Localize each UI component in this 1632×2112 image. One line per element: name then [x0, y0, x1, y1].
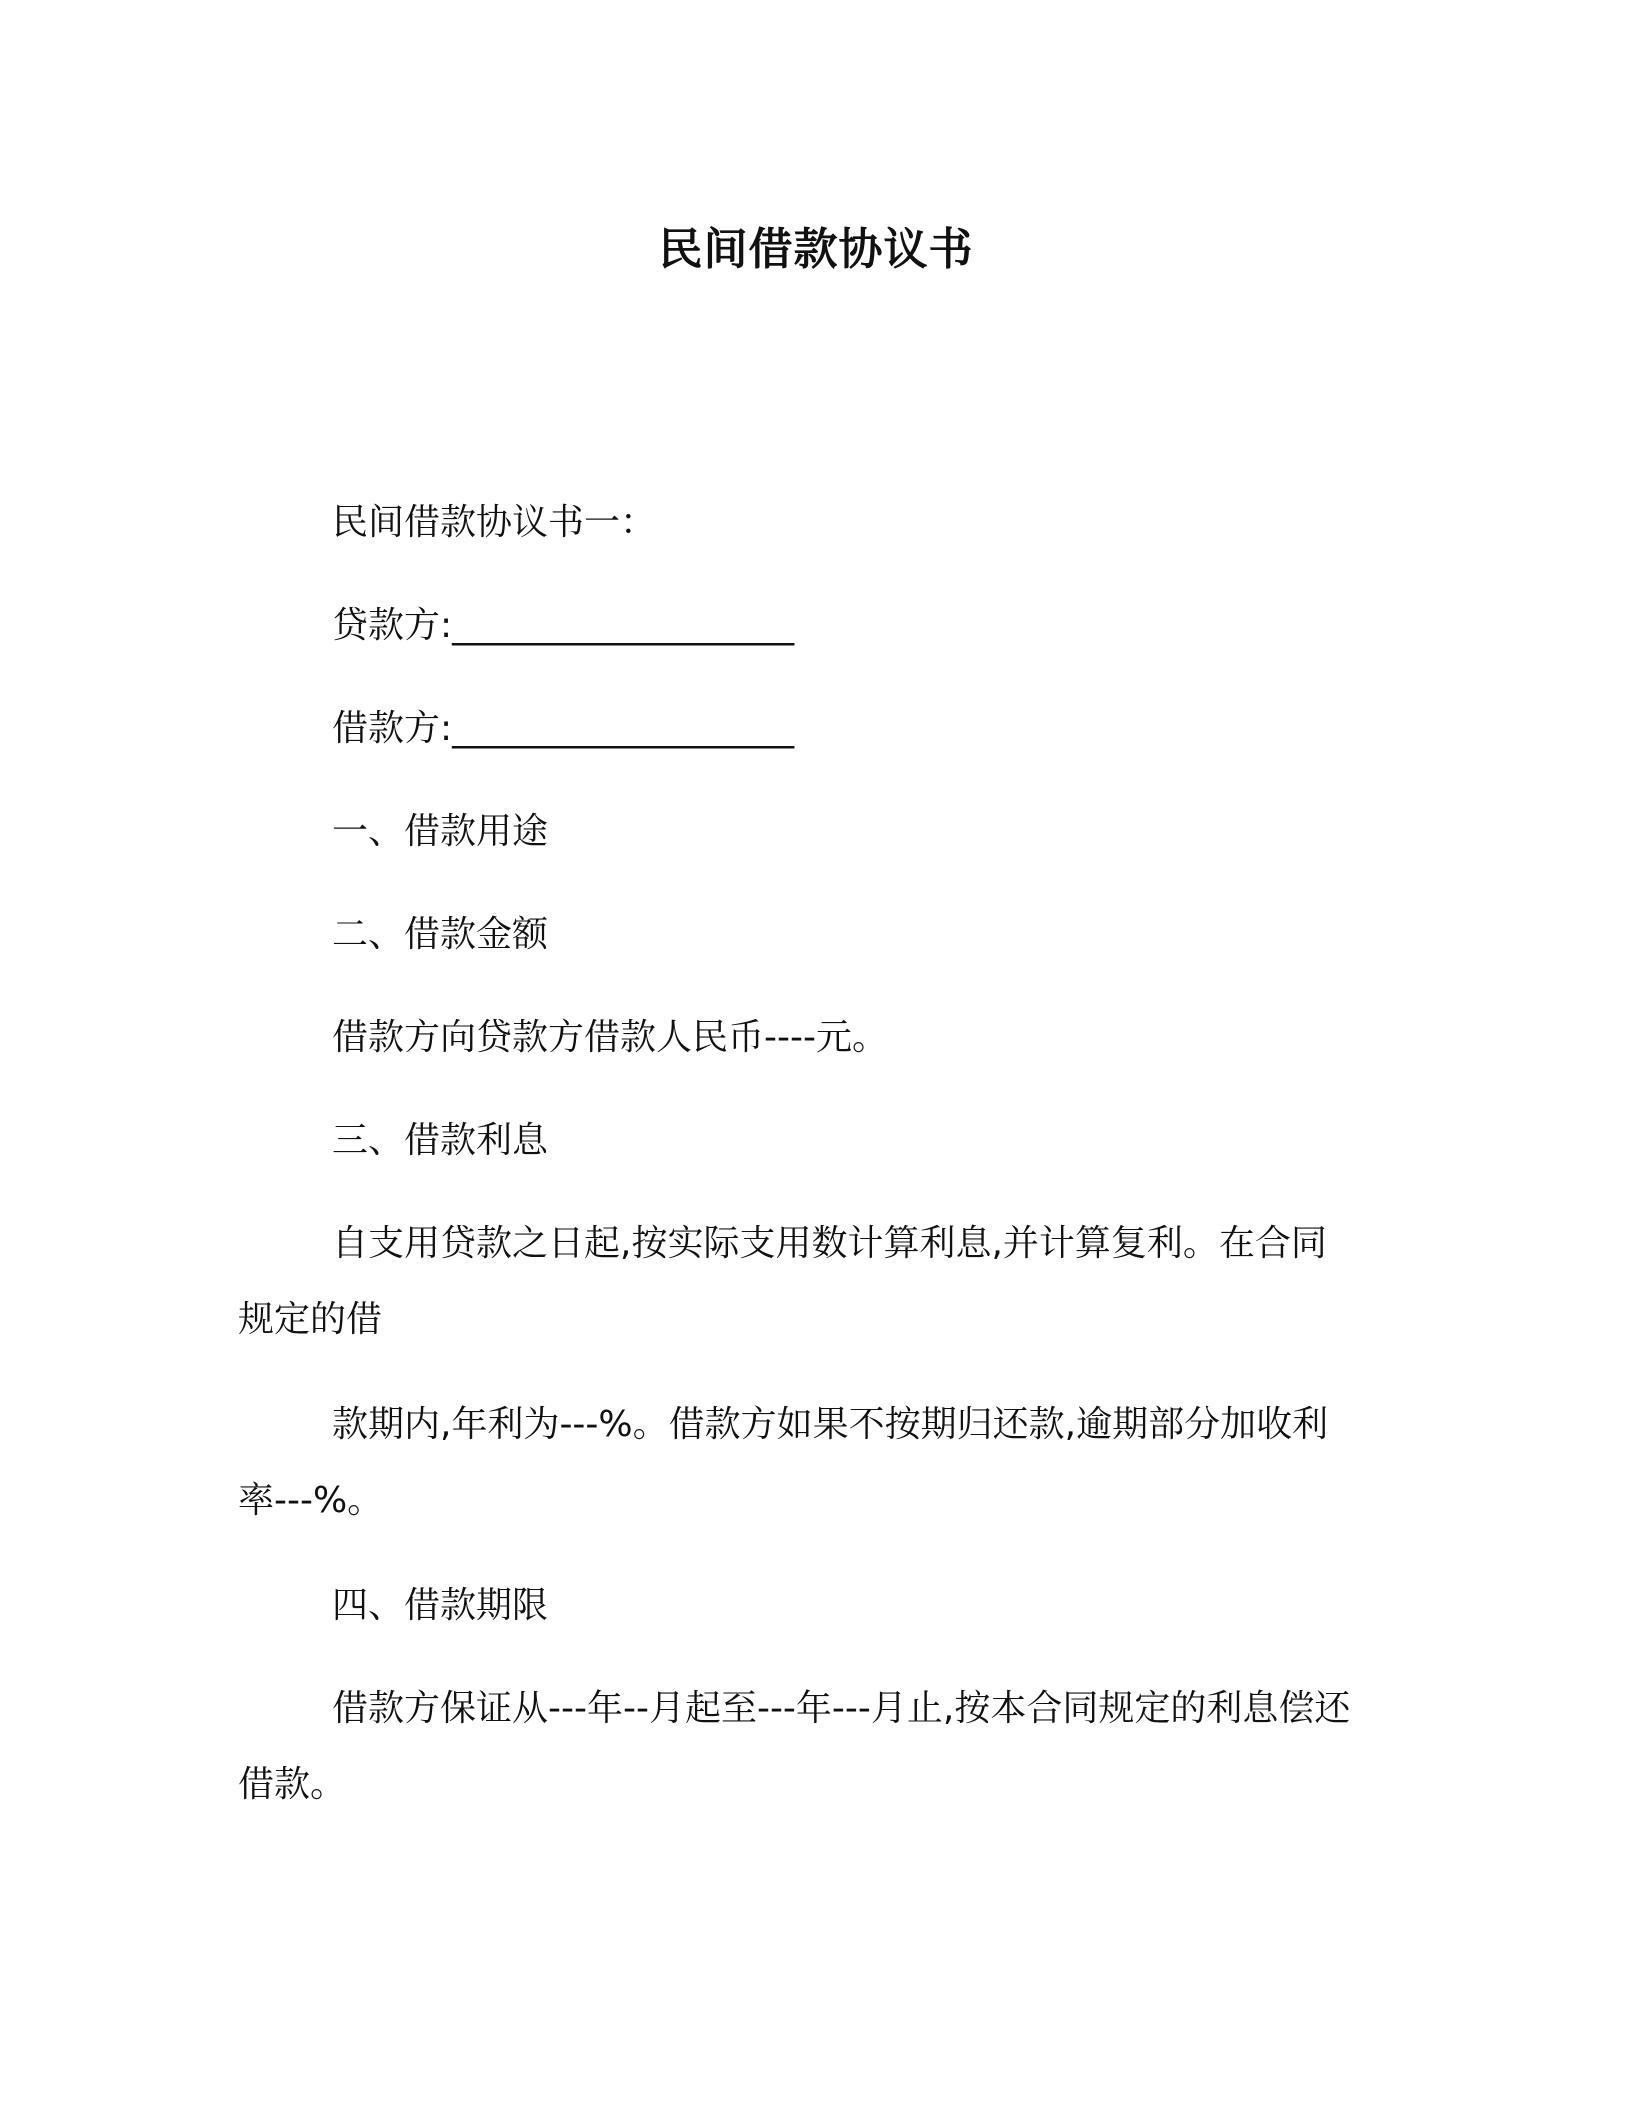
borrower-field: 借款方:___________________ — [332, 708, 795, 749]
interest-paragraph-1 — [238, 1206, 1388, 1358]
interest-p2-line2: 率---%。 — [238, 1480, 384, 1521]
interest-p1-line1: 自支用贷款之日起,按实际支用数计算利息,并计算复利。在合同 — [332, 1223, 1327, 1264]
interest-paragraph-2 — [238, 1387, 1388, 1539]
lender-line — [238, 588, 1388, 664]
borrower-line — [238, 691, 1388, 767]
interest-p1-line2: 规定的借 — [238, 1299, 383, 1340]
term-heading-line — [238, 1568, 1388, 1644]
subtitle-text: 民间借款协议书一： — [332, 502, 657, 543]
term-heading: 四、借款期限 — [332, 1585, 549, 1626]
amount-text: 借款方向贷款方借款人民币----元。 — [332, 1017, 888, 1058]
document-title: 民间借款协议书 — [658, 224, 974, 275]
amount-heading-line — [238, 897, 1388, 973]
lender-field: 贷款方:___________________ — [332, 605, 795, 646]
amount-text-line — [238, 1000, 1388, 1076]
term-text-line1: 借款方保证从---年--月起至---年---月止,按本合同规定的利息偿还 — [332, 1688, 1351, 1729]
purpose-heading-line — [238, 794, 1388, 870]
interest-heading: 三、借款利息 — [332, 1120, 549, 1161]
interest-p2-line1: 款期内,年利为---%。借款方如果不按期归还款,逾期部分加收利 — [332, 1404, 1329, 1445]
interest-heading-line — [238, 1103, 1388, 1179]
amount-heading: 二、借款金额 — [332, 914, 549, 955]
purpose-heading: 一、借款用途 — [332, 811, 549, 852]
subtitle-line — [238, 485, 1388, 561]
term-paragraph — [238, 1671, 1388, 1823]
term-text-line2: 借款。 — [238, 1764, 347, 1805]
